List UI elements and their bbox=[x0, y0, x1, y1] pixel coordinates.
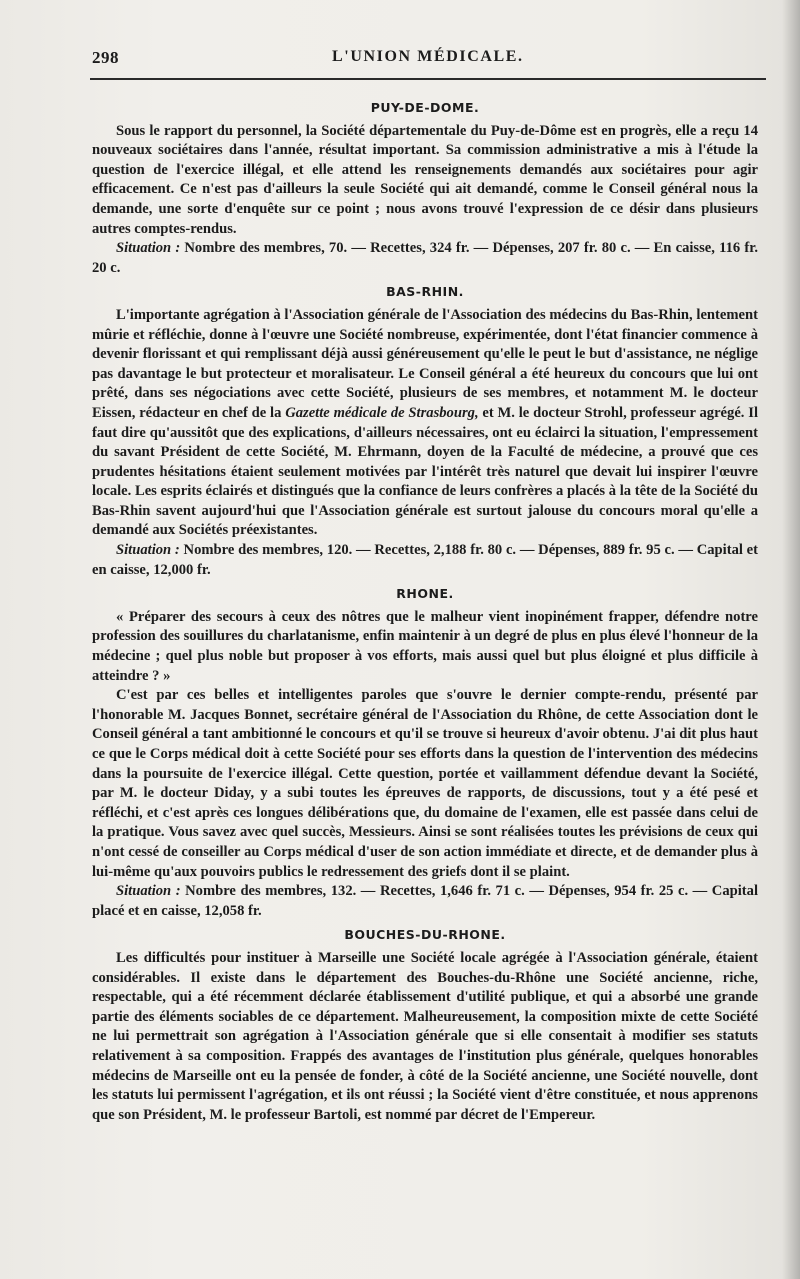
article-body bbox=[92, 96, 758, 1125]
situation-rhone bbox=[92, 882, 758, 921]
situation-label: Situation : bbox=[116, 240, 181, 257]
situation-text: Nombre des membres, 132. — Recettes, 1,646 fr. 71 c. — Dépenses, 954 fr. 25 c. — Capital placé et en caisse, 12,058 fr. bbox=[92, 883, 758, 919]
paragraph-bouches-du-rhone: Les difficultés pour instituer à Marseille une Société locale agrégée à l'Association générale, étaient considérables. Il existe dans le département des Bouches-du-Rhône une Société ancienne, riche, respectable, qui a été récemment déclarée établissement d'utilité publique, et qui a absorbé une grande partie des éléments sociables de ce département. Malheureusement, la composition mixte de cette Société ne lui permettrait son agrégation à l'Association générale que si elle consentait à modifier ses statuts relativement à sa composition. Frappés des avantages de l'institution plus générale, quelques honorables médecins de Marseille ont eu la pensée de fonder, à côté de la Société ancienne, une Société nouvelle, dont les statuts lui permissent l'agrégation, et ils ont réussi ; la Société vient d'être constituée, et nous apprenons que son Président, M. le professeur Bartoli, est nommé par décret de l'Empereur. bbox=[92, 949, 758, 1123]
journal-name-italic: Gazette médicale de Strasbourg, bbox=[285, 404, 479, 421]
section-heading-puy-de-dome: PUY-DE-DOME. bbox=[370, 100, 480, 115]
paragraph-text: L'importante agrégation à l'Association générale de l'Association des médecins du Bas-Rhin, lentement mûrie et réfléchie, donne à l'œuvre une Société nombreuse, expérimentée, dont l'état financier commence à devenir florissant et qui remplissant déjà aussi généreusement qu'elle le peut le but d'assistance, ne néglige pas davantage le but protecteur et moralisateur. Le Conseil général a été heureux du concours que lui ont prêté, dans ses négociations avec cette Société, plusieurs de ses membres, et notamment M. le docteur Eissen, rédacteur en chef de la bbox=[92, 306, 758, 421]
situation-label: Situation : bbox=[116, 542, 180, 559]
section-heading-rhone: RHONE. bbox=[396, 586, 454, 602]
situation-puy-de-dome bbox=[92, 239, 758, 278]
paragraph-text-end: et M. le docteur Strohl, professeur agrégé. Il faut dire qu'aussitôt que des explications, d'ailleurs nécessaires, ont eu éclairci la situation, l'empressement du savant Président de cette Société, M. Ehrmann, doyen de la Faculté de médecine, a prouvé que ces prudentes hésitations étaient seulement motivées par l'intérêt très naturel que devait lui inspirer l'œuvre locale. Les esprits éclairés et distingués que la confiance de leurs confrères a placés à la tête de la Société du Bas-Rhin savent aujourd'hui que l'Association générale est surtout jalouse du concours moral qu'elle a demandé aux Sociétés préexistantes. bbox=[92, 404, 758, 539]
page-number: 298 bbox=[92, 48, 119, 67]
paragraph-puy-de-dome: Sous le rapport du personnel, la Société départementale du Puy-de-Dôme est en progrès, elle a reçu 14 nouveaux sociétaires dans l'année, résultat important. Sa commission administrative a mis à l'étude la question de l'exercice illégal, et elle attend les renseignements demandés aux sociétaires pour agir efficacement. Ce n'est pas d'ailleurs la seule Société qui ait demandé, comme le Conseil général nous la demande, une sorte d'enquête sur ce point ; nous avons trouvé l'expression de ce désir dans plusieurs autres comptes-rendus. bbox=[92, 122, 758, 237]
section-heading-bas-rhin: BAS-RHIN. bbox=[386, 284, 464, 300]
running-head bbox=[92, 48, 742, 72]
page-edge-shadow bbox=[782, 0, 800, 1279]
journal-title: L'UNION MÉDICALE. bbox=[332, 48, 524, 65]
situation-bas-rhin bbox=[92, 541, 758, 580]
situation-label: Situation : bbox=[116, 883, 181, 900]
situation-text: Nombre des membres, 120. — Recettes, 2,188 fr. 80 c. — Dépenses, 889 fr. 95 c. — Capital et en caisse, 12,000 fr. bbox=[92, 542, 759, 578]
quote-paragraph-rhone: « Préparer des secours à ceux des nôtres que le malheur vient inopinément frapper, défendre notre profession des souillures du charlatanisme, enfin maintenir à un degré de plus en plus élevé l'honneur de la médecine ; quel plus noble but proposer à vos efforts, mais aussi quel but plus éloigné et plus difficile à atteindre ? » bbox=[92, 608, 758, 684]
header-rule bbox=[90, 78, 766, 80]
paragraph-bas-rhin bbox=[92, 306, 758, 541]
situation-text: Nombre des membres, 70. — Recettes, 324 fr. — Dépenses, 207 fr. 80 c. — En caisse, 116 fr. 20 c. bbox=[92, 240, 758, 276]
paragraph-rhone: C'est par ces belles et intelligentes paroles que s'ouvre le dernier compte-rendu, présenté par l'honorable M. Jacques Bonnet, secrétaire général de l'Association du Rhône, de cette Association dont le Conseil général a tant ambitionné le concours et qu'il se trouve si heureux d'avoir obtenu. J'ai dit plus haut ce que le Corps médical doit à cette Société pour ses efforts dans la question de l'intervention des médecins dans la poursuite de l'exercice illégal. Cette question, portée et vaillamment défendue devant la Société, par M. le docteur Diday, y a subi toutes les épreuves de rapports, de discussions, tout y a été pesé et réfléchi, et c'est après ces longues délibérations que, du domaine de l'examen, elle est passée dans celui de la pratique. Vous savez avec quel succès, Messieurs. Ainsi se sont réalisées toutes les prévisions de ceux qui n'ont cessé de conseiller au Corps médical d'user de son action immédiate et directe, et de demander plus à lui-même qu'aux pouvoirs publics le redressement des griefs dont il se plaint. bbox=[92, 687, 758, 880]
section-heading-bouches-du-rhone: BOUCHES-DU-RHONE. bbox=[344, 927, 506, 943]
